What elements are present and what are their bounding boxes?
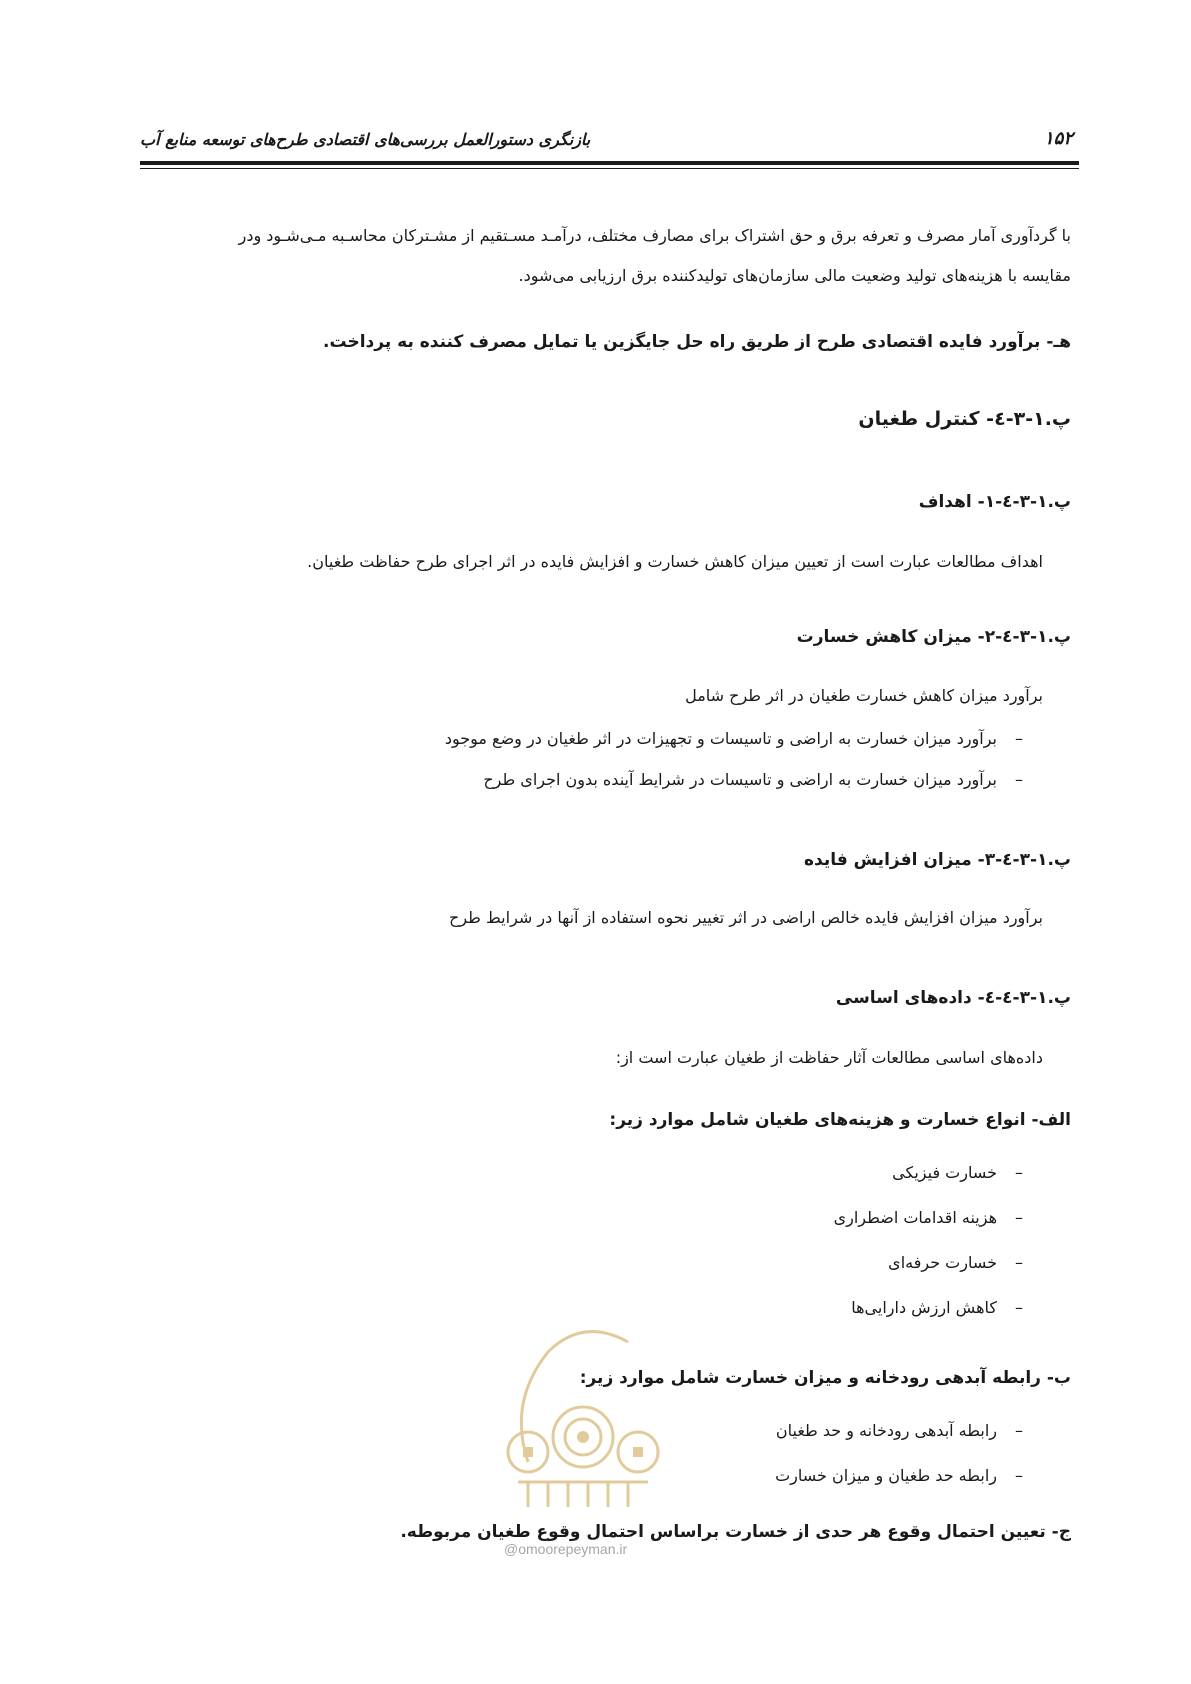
list-item-text: برآورد میزان خسارت به اراضی و تاسیسات و تجهیزات در اثر طغیان در وضع موجود	[444, 729, 997, 748]
list-item	[888, 1253, 1023, 1272]
list-item	[892, 1163, 1023, 1182]
intro-paragraph-line-2: مقایسه با هزینه‌های تولید وضعیت مالی سازمان‌های تولیدکننده برق ارزیابی می‌شود.	[518, 266, 1071, 285]
subsection-text-benefit-increase: برآورد میزان افزایش فایده خالص اراضی در اثر تغییر نحوه استفاده از آنها در شرایط طرح	[449, 908, 1043, 927]
list-item	[834, 1208, 1023, 1227]
list-item-text: کاهش ارزش دارایی‌ها	[851, 1298, 997, 1317]
list-item	[851, 1298, 1023, 1317]
watermark-site-text: @omoorepeyman.ir	[504, 1541, 628, 1557]
section-title-flood-control: پ.۱-۳-٤- کنترل طغیان	[858, 408, 1071, 430]
list-item-text: خسارت فیزیکی	[892, 1163, 997, 1182]
list-item-text: رابطه آبدهی رودخانه و حد طغیان	[775, 1421, 997, 1440]
subsection-title-damage-reduction: پ.۱-۳-٤-۲- میزان کاهش خسارت	[796, 627, 1071, 647]
subsection-title-goals: پ.۱-۳-٤-۱- اهداف	[918, 492, 1071, 512]
bullet-dash: –	[1015, 729, 1023, 748]
list-item	[483, 770, 1023, 789]
header-rule-thick	[140, 161, 1079, 165]
bullet-dash: –	[1015, 770, 1023, 789]
bullet-dash: –	[1015, 1163, 1023, 1182]
list-item-text: هزینه اقدامات اضطراری	[833, 1208, 997, 1227]
header-rule-thin	[140, 168, 1079, 169]
item-be-title: ب- رابطه آبدهی رودخانه و میزان خسارت شامل موارد زیر:	[579, 1368, 1071, 1388]
list-item	[775, 1466, 1023, 1485]
list-item-text: برآورد میزان خسارت به اراضی و تاسیسات در شرایط آینده بدون اجرای طرح	[483, 770, 997, 789]
list-item	[776, 1421, 1023, 1440]
subsection-title-benefit-increase: پ.۱-۳-٤-۳- میزان افزایش فایده	[803, 850, 1071, 870]
intro-paragraph-line-1: با گردآوری آمار مصرف و تعرفه برق و حق اشتراک برای مصارف مختلف، درآمـد مسـتقیم از مشـترکان محاسـبه مـی‌شـود ودر	[238, 226, 1071, 245]
item-jim-title: ج- تعیین احتمال وقوع هر حدی از خسارت براساس احتمال وقوع طغیان مربوطه.	[400, 1522, 1071, 1542]
bullet-dash: –	[1015, 1208, 1023, 1227]
bullet-dash: –	[1015, 1253, 1023, 1272]
subsection-title-basic-data: پ.۱-۳-٤-٤- داده‌های اساسی	[835, 988, 1071, 1008]
heading-he: هـ- برآورد فایده اقتصادی طرح از طریق راه حل جایگزین یا تمایل مصرف کننده به پرداخت.	[323, 332, 1071, 352]
running-header-title: بازنگری دستورالعمل بررسی‌های اقتصادی طرح‌های توسعه منابع آب	[140, 130, 591, 149]
item-alef-title: الف- انواع خسارت و هزینه‌های طغیان شامل موارد زیر:	[609, 1110, 1071, 1130]
subsection-text-goals: اهداف مطالعات عبارت است از تعیین میزان کاهش خسارت و افزایش فایده در اثر اجرای طرح حفاظت طغیان.	[307, 552, 1043, 571]
bullet-dash: –	[1015, 1466, 1023, 1485]
subsection-text-damage-reduction: برآورد میزان کاهش خسارت طغیان در اثر طرح شامل	[685, 686, 1043, 705]
list-item-text: رابطه حد طغیان و میزان خسارت	[775, 1466, 997, 1485]
bullet-dash: –	[1015, 1298, 1023, 1317]
list-item	[445, 729, 1023, 748]
subsection-text-basic-data: داده‌های اساسی مطالعات آثار حفاظت از طغیان عبارت است از:	[615, 1048, 1043, 1067]
bullet-dash: –	[1015, 1421, 1023, 1440]
list-item-text: خسارت حرفه‌ای	[888, 1253, 997, 1272]
watermark-seal-icon	[488, 1312, 678, 1512]
page-number: ۱۵۲	[1043, 128, 1073, 149]
